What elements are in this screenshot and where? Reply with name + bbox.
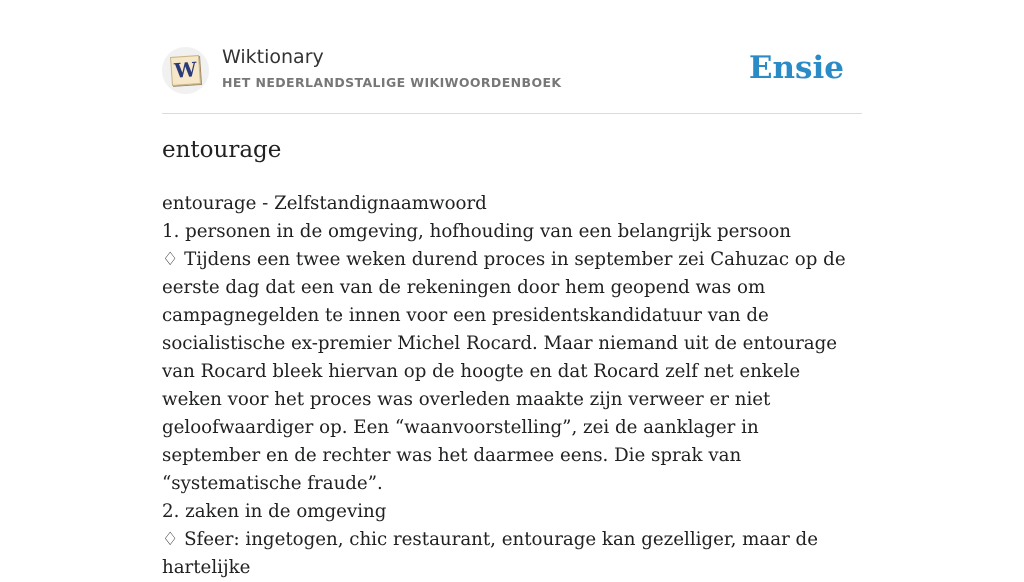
part-of-speech-line: entourage - Zelfstandignaamwoord [162,193,487,214]
example-1: ♢ Tijdens een twee weken durend proces in september zei Cahuzac op de eerste dag dat een van de rekeningen door hem geopend was om campagnegelden te innen voor een presidentskandidatuur van de socialistische ex-premier Michel Rocard. Maar niemand uit de entourage van Rocard bleek hiervan op de hoogte en dat Rocard zelf net enkele weken voor het proces was overleden maakte zijn verweer er niet geloofwaardiger op. Een “waanvoorstelling”, zei de aanklager in september en de rechter was het daarmee eens. Die sprak van “systematische fraude”. [162,249,846,494]
ensie-brand-link[interactable]: Ensie [748,50,844,86]
definition-2: 2. zaken in de omgeving [162,501,387,522]
logo-tile [170,55,201,86]
page [162,0,862,578]
site-title[interactable]: Wiktionary [222,46,324,68]
example-2: ♢ Sfeer: ingetogen, chic restaurant, entourage kan gezelliger, maar de hartelijke [162,529,818,578]
site-subtitle: HET NEDERLANDSTALIGE WIKIWOORDENBOEK [222,75,562,90]
page-title: entourage [162,137,282,163]
entry-content [162,190,862,582]
site-header [162,0,862,114]
definition-1: 1. personen in de omgeving, hofhouding van een belangrijk persoon [162,221,792,242]
wiktionary-logo-icon[interactable] [162,47,209,94]
logo-letter: W [173,57,198,83]
